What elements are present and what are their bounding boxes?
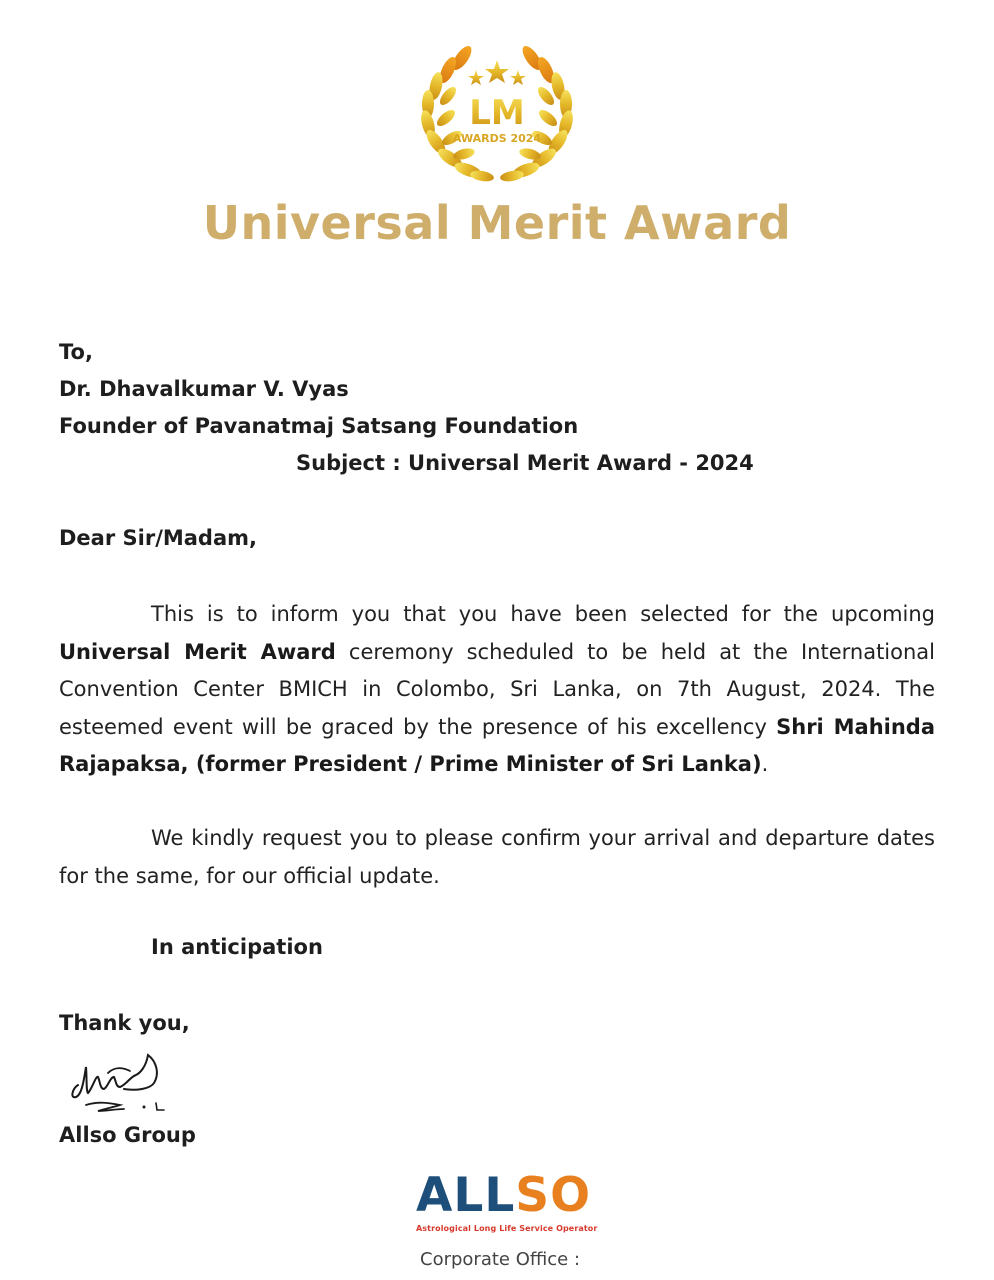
- guest-name-bold: Shri Mahinda Rajapaksa, (former President / Prime Minister of Sri Lanka): [59, 714, 935, 776]
- laurel-wreath-icon: [412, 38, 582, 188]
- allso-tagline: Astrological Long Life Service Operator: [416, 1224, 598, 1233]
- star-icon: [468, 60, 526, 85]
- award-name-bold: Universal Merit Award: [59, 639, 336, 664]
- body-paragraph-1: [59, 596, 935, 784]
- brand-part-orange: SO: [515, 1168, 592, 1223]
- paragraph-text: .: [761, 752, 769, 776]
- anticipation-line: In anticipation: [151, 935, 323, 959]
- allso-wordmark: [416, 1168, 592, 1223]
- recipient-name: Dr. Dhavalkumar V. Vyas: [59, 377, 349, 401]
- paragraph-text: This is to inform you that you have been selected for the upcoming: [151, 602, 935, 626]
- lm-awards-logo: [412, 38, 582, 188]
- handwritten-signature-icon: [64, 1045, 174, 1117]
- to-line: To,: [59, 340, 93, 364]
- brand-part-blue: ALL: [416, 1168, 516, 1223]
- recipient-designation: Founder of Pavanatmaj Satsang Foundation: [59, 414, 579, 438]
- salutation: Dear Sir/Madam,: [59, 526, 257, 550]
- svg-text:AWARDS 2024: AWARDS 2024: [452, 132, 542, 145]
- sender-name: Allso Group: [59, 1123, 196, 1147]
- paragraph-text: ceremony scheduled to be held at the International Convention Center BMICH in Colombo, Sri Lanka, on 7th August, 2024. The esteemed event will be graced by the presence of his excellency: [59, 639, 935, 739]
- corporate-office-label: Corporate Office :: [420, 1249, 581, 1270]
- allso-logo: [416, 1168, 598, 1242]
- body-paragraph-2: We kindly request you to please confirm your arrival and departure dates for the same, for our official update.: [59, 826, 935, 888]
- subject-line: Subject : Universal Merit Award - 2024: [296, 451, 754, 475]
- thank-you-line: Thank you,: [59, 1011, 190, 1035]
- award-title: Universal Merit Award: [202, 196, 792, 250]
- svg-text:LM: LM: [469, 93, 525, 133]
